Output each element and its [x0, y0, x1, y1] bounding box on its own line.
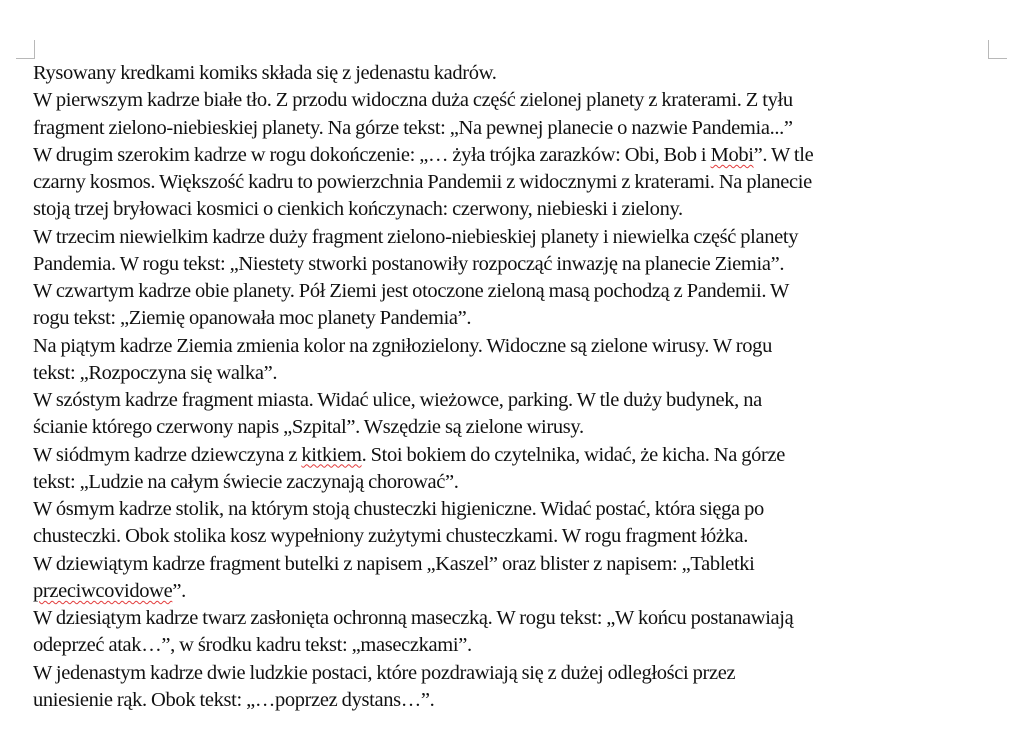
text-run: W dziesiątym kadrze twarz zasłonięta ochronną maseczką. W rogu tekst: „W końcu postanawiają	[33, 607, 794, 629]
text-run: uniesienie rąk. Obok tekst: „…poprzez dystans…”.	[33, 688, 435, 711]
text-run: odeprzeć atak…”, w środku kadru tekst: „maseczkami”.	[33, 634, 472, 657]
text-line	[33, 305, 993, 332]
text-run: W siódmym kadrze dziewczyna z	[33, 443, 302, 466]
text-run: W szóstym kadrze fragment miasta. Widać ulice, wieżowce, parking. W tle duży budynek, na	[33, 389, 762, 411]
text-run: chusteczki. Obok stolika kosz wypełniony zużytymi chusteczkami. W rogu fragment łóżka.	[33, 525, 749, 548]
text-line	[33, 578, 993, 605]
text-line	[33, 469, 993, 496]
text-line	[33, 251, 993, 278]
text-run: . Stoi bokiem do czytelnika, widać, że kicha. Na górze	[361, 443, 786, 466]
text-line	[33, 87, 993, 114]
text-run: W czwartym kadrze obie planety. Pół Ziemi jest otoczone zieloną masą pochodzą z Pandemii. W	[33, 280, 790, 302]
text-run: Pandemia. W rogu tekst: „Niestety stworki postanowiły rozpocząć inwazję na planecie Ziemia”.	[33, 252, 785, 275]
text-line	[33, 496, 993, 523]
text-run: fragment zielono-niebieskiej planety. Na górze tekst: „Na pewnej planecie o nazwie Pandemia...”	[33, 116, 793, 139]
text-line	[33, 360, 993, 387]
text-line	[33, 687, 993, 714]
text-run: W dziewiątym kadrze fragment butelki z napisem „Kaszel” oraz blister z napisem: „Tabletki	[33, 552, 755, 575]
text-line	[33, 442, 993, 469]
text-run: Na piątym kadrze Ziemia zmienia kolor na zgniłozielony. Widoczne są zielone wirusy. W rogu	[33, 334, 772, 357]
misspelled-word[interactable]: Mobi	[710, 143, 754, 166]
text-run: Rysowany kredkami komiks składa się z jedenastu kadrów.	[33, 62, 497, 84]
text-line	[33, 169, 993, 196]
text-run: tekst: „Ludzie na całym świecie zaczynają chorować”.	[33, 470, 459, 493]
text-run: stoją trzej bryłowaci kosmici o cienkich kończynach: czerwony, niebieski i zielony.	[33, 198, 683, 221]
text-line	[33, 142, 993, 169]
text-line	[33, 278, 993, 305]
text-line	[33, 605, 993, 632]
top-right-margin-marker	[988, 40, 1007, 59]
text-line	[33, 660, 993, 687]
text-line	[33, 60, 993, 87]
text-run: rogu tekst: „Ziemię opanowała moc planety Pandemia”.	[33, 307, 472, 330]
text-line	[33, 115, 993, 142]
text-line	[33, 387, 993, 414]
text-line	[33, 414, 993, 441]
document-text-body[interactable]	[33, 60, 993, 714]
text-run: tekst: „Rozpoczyna się walka”.	[33, 361, 278, 384]
text-run: czarny kosmos. Większość kadru to powierzchnia Pandemii z widocznymi z kraterami. Na planecie	[33, 171, 812, 193]
text-run: W jedenastym kadrze dwie ludzkie postaci, które pozdrawiają się z dużej odległości przez	[33, 661, 736, 684]
top-left-margin-marker	[16, 40, 35, 59]
text-run: ścianie którego czerwony napis „Szpital”. Wszędzie są zielone wirusy.	[33, 416, 584, 439]
misspelled-word[interactable]: kitkiem	[301, 443, 362, 466]
text-run: ”.	[172, 579, 186, 602]
text-run: W pierwszym kadrze białe tło. Z przodu widoczna duża część zielonej planety z kraterami. Z tyłu	[33, 89, 793, 112]
text-run: W trzecim niewielkim kadrze duży fragment zielono-niebieskiej planety i niewielka część planety	[33, 225, 799, 248]
text-line	[33, 523, 993, 550]
misspelled-word[interactable]: przeciwcovidowe	[33, 579, 173, 602]
text-line	[33, 632, 993, 659]
text-run: W ósmym kadrze stolik, na którym stoją chusteczki higieniczne. Widać postać, która sięga po	[33, 498, 764, 520]
text-run: ”. W tle	[753, 143, 814, 166]
text-line	[33, 551, 993, 578]
text-line	[33, 333, 993, 360]
text-run: W drugim szerokim kadrze w rogu dokończenie: „… żyła trójka zarazków: Obi, Bob i	[33, 143, 711, 166]
text-line	[33, 196, 993, 223]
text-line	[33, 224, 993, 251]
